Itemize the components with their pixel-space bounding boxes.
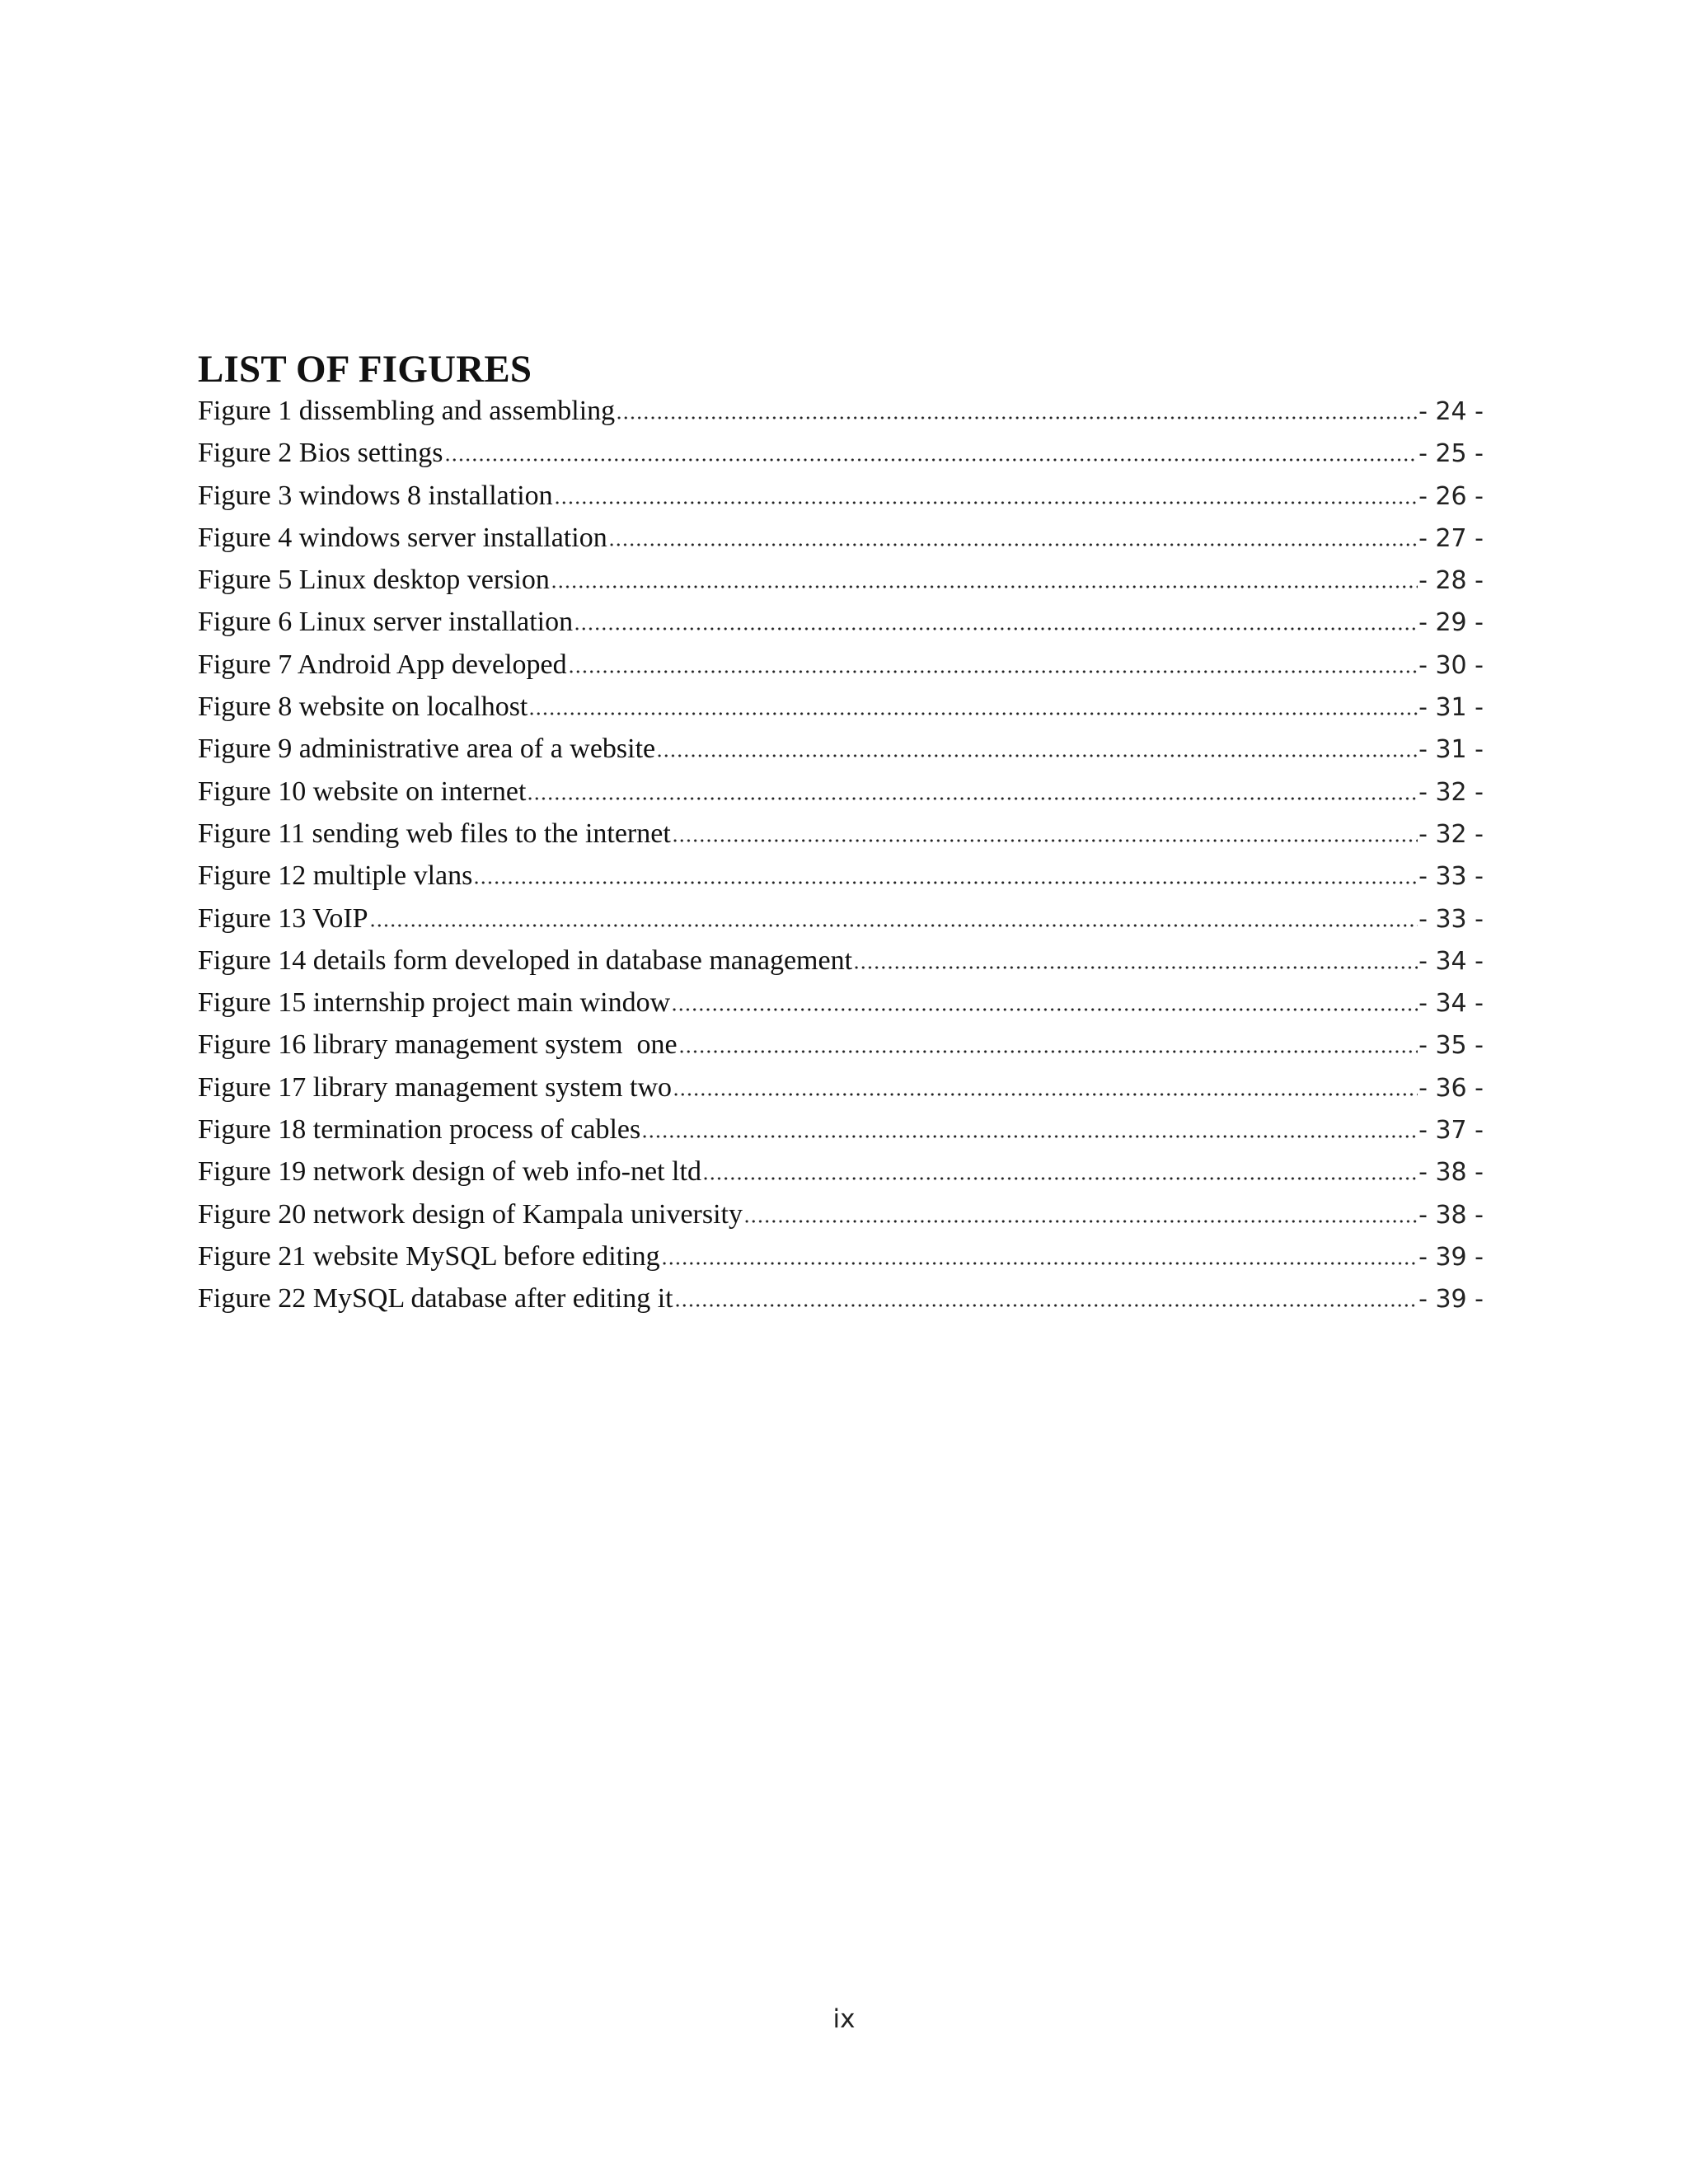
figure-entry-page: - 35 -: [1418, 1031, 1484, 1061]
figure-entry-label: Figure 20 network design of Kampala university: [198, 1198, 743, 1230]
figure-entry[interactable]: [198, 1199, 1484, 1241]
figure-entry[interactable]: [198, 480, 1484, 523]
figure-entry[interactable]: [198, 1072, 1484, 1114]
figure-entry[interactable]: [198, 565, 1484, 607]
page-title: LIST OF FIGURES: [198, 348, 532, 391]
dot-leader: [702, 1170, 1418, 1180]
figure-entry[interactable]: [198, 776, 1484, 818]
dot-leader: [554, 494, 1418, 504]
figure-entry-page: - 30 -: [1418, 650, 1484, 680]
figure-entry-page: - 32 -: [1418, 819, 1484, 849]
dot-leader: [527, 790, 1418, 800]
dot-leader: [616, 410, 1418, 419]
figure-entry-page: - 39 -: [1418, 1285, 1484, 1315]
figure-entry[interactable]: [198, 818, 1484, 860]
figure-entry-label: Figure 16 library management system one: [198, 1029, 678, 1061]
figure-entry-label: Figure 4 windows server installation: [198, 522, 607, 553]
dot-leader: [674, 1297, 1418, 1307]
figure-entry[interactable]: [198, 903, 1484, 945]
figure-entry[interactable]: [198, 1114, 1484, 1156]
figure-entry-page: - 38 -: [1418, 1200, 1484, 1230]
figure-entry-page: - 31 -: [1418, 693, 1484, 723]
figure-entry-label: Figure 5 Linux desktop version: [198, 565, 550, 596]
figure-entry-label: Figure 14 details form developed in database management: [198, 944, 853, 976]
figure-entry-label: Figure 19 network design of web info-net ltd: [198, 1156, 701, 1188]
figure-list: [198, 396, 1484, 1326]
figure-entry-label: Figure 9 administrative area of a website: [198, 733, 656, 765]
figure-entry-label: Figure 13 VoIP: [198, 902, 368, 934]
dot-leader: [473, 874, 1418, 884]
figure-entry-page: - 39 -: [1418, 1242, 1484, 1272]
figure-entry[interactable]: [198, 396, 1484, 438]
figure-entry-page: - 28 -: [1418, 566, 1484, 596]
dot-leader: [528, 705, 1418, 715]
figure-entry-label: Figure 2 Bios settings: [198, 438, 443, 469]
figure-entry[interactable]: [198, 691, 1484, 733]
figure-entry-page: - 36 -: [1418, 1073, 1484, 1103]
figure-entry[interactable]: [198, 607, 1484, 649]
figure-entry-label: Figure 7 Android App developed: [198, 649, 567, 680]
figure-entry[interactable]: [198, 945, 1484, 987]
figure-entry-page: - 32 -: [1418, 777, 1484, 807]
figure-entry[interactable]: [198, 1283, 1484, 1325]
dot-leader: [671, 1001, 1418, 1011]
dot-leader: [574, 621, 1418, 630]
dot-leader: [444, 452, 1418, 462]
figure-entry[interactable]: [198, 733, 1484, 776]
figure-entry-page: - 26 -: [1418, 481, 1484, 511]
figure-entry-page: - 24 -: [1418, 397, 1484, 426]
page-number: ix: [832, 2004, 856, 2034]
figure-entry-label: Figure 21 website MySQL before editing: [198, 1240, 660, 1272]
figure-entry-label: Figure 15 internship project main window: [198, 987, 671, 1019]
figure-entry[interactable]: [198, 1241, 1484, 1283]
figure-entry-page: - 29 -: [1418, 608, 1484, 638]
figure-entry[interactable]: [198, 1156, 1484, 1198]
figure-entry-label: Figure 11 sending web files to the internet: [198, 818, 671, 849]
dot-leader: [568, 663, 1418, 673]
figure-entry-page: - 33 -: [1418, 904, 1484, 934]
dot-leader: [608, 537, 1418, 546]
dot-leader: [641, 1128, 1418, 1138]
figure-entry-page: - 27 -: [1418, 523, 1484, 553]
figure-entry-page: - 38 -: [1418, 1158, 1484, 1188]
dot-leader: [656, 748, 1418, 757]
figure-entry[interactable]: [198, 523, 1484, 565]
figure-entry-label: Figure 6 Linux server installation: [198, 607, 574, 638]
figure-entry[interactable]: [198, 649, 1484, 691]
figure-entry-label: Figure 22 MySQL database after editing it: [198, 1283, 673, 1315]
figure-entry-page: - 37 -: [1418, 1116, 1484, 1146]
figure-entry-page: - 31 -: [1418, 735, 1484, 765]
figure-entry-label: Figure 12 multiple vlans: [198, 860, 473, 892]
figure-entry[interactable]: [198, 987, 1484, 1029]
figure-entry[interactable]: [198, 438, 1484, 480]
figure-entry-page: - 33 -: [1418, 862, 1484, 892]
dot-leader: [853, 959, 1418, 969]
figure-entry-label: Figure 8 website on localhost: [198, 691, 528, 723]
dot-leader: [661, 1255, 1418, 1265]
figure-entry-label: Figure 3 windows 8 installation: [198, 480, 553, 511]
figure-entry-label: Figure 17 library management system two: [198, 1071, 673, 1103]
figure-entry[interactable]: [198, 1029, 1484, 1071]
dot-leader: [743, 1213, 1418, 1223]
dot-leader: [672, 832, 1418, 842]
figure-entry-label: Figure 18 termination process of cables: [198, 1114, 641, 1146]
figure-entry-page: - 25 -: [1418, 439, 1484, 469]
dot-leader: [673, 1086, 1418, 1096]
figure-entry-page: - 34 -: [1418, 946, 1484, 976]
figure-entry-label: Figure 1 dissembling and assembling: [198, 396, 616, 426]
dot-leader: [678, 1043, 1418, 1053]
figure-entry-page: - 34 -: [1418, 989, 1484, 1019]
figure-entry-label: Figure 10 website on internet: [198, 776, 527, 807]
dot-leader: [369, 917, 1418, 927]
figure-entry[interactable]: [198, 860, 1484, 902]
dot-leader: [551, 579, 1418, 588]
